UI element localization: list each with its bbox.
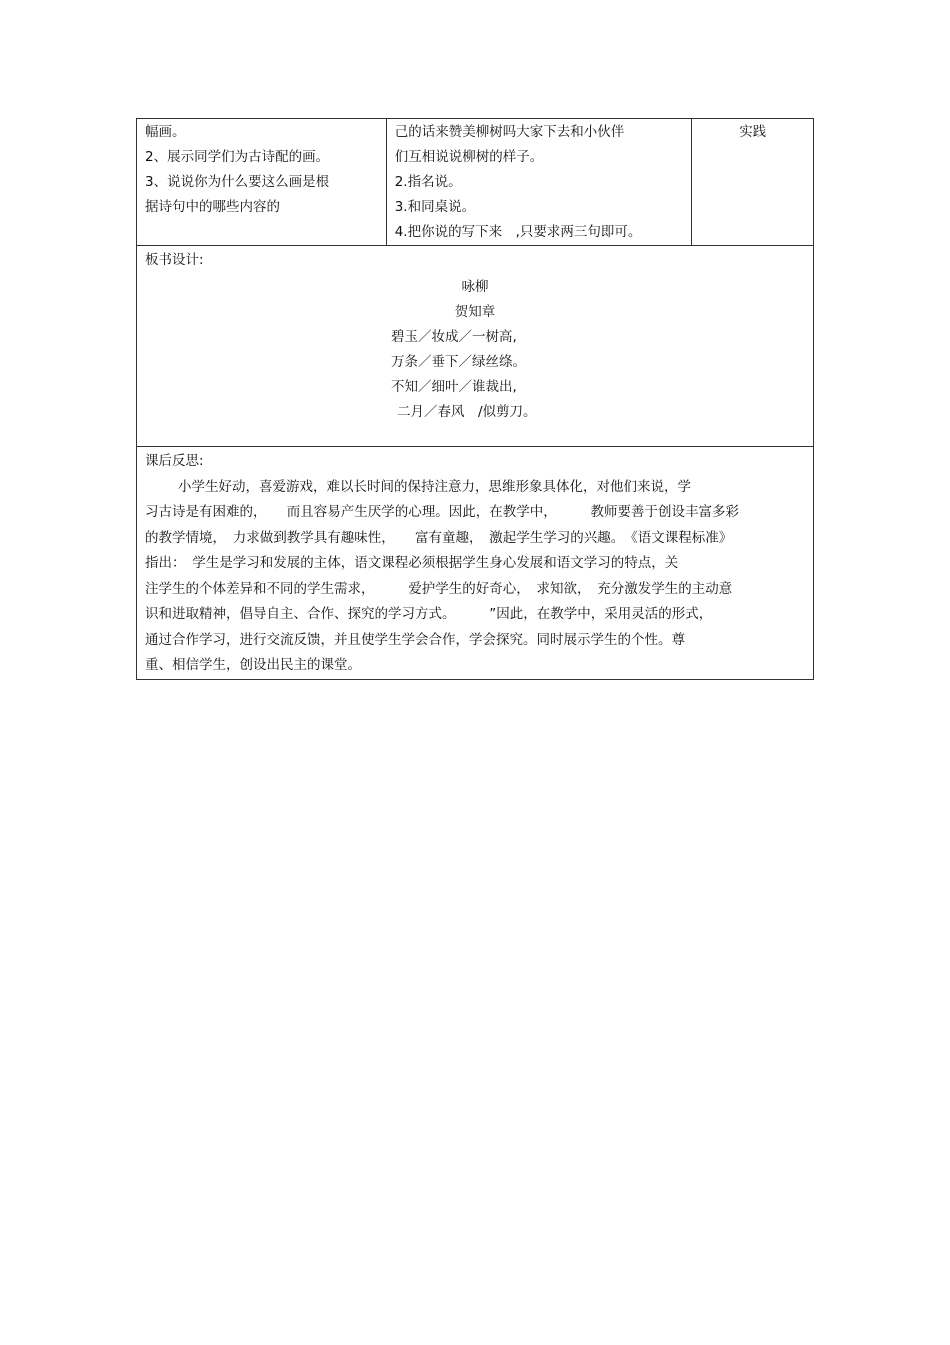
student-line: 4.把你说的写下来 ,只要求两三句即可。 (394, 224, 642, 240)
student-activity-cell (386, 119, 692, 246)
board-design-cell (137, 246, 814, 447)
reflection-line: 识和进取精神，倡导自主、合作、探究的学习方式。 ”因此，在教学中，采用灵活的形式， (145, 606, 713, 622)
reflection-line: 习古诗是有困难的， 而且容易产生厌学的心理。因此，在教学中， 教师要善于创设丰富多彩 (145, 504, 739, 520)
teacher-line: 3、说说你为什么要这么画是根 (145, 174, 330, 190)
poem-author: 贺知章 (454, 304, 496, 320)
reflection-label: 课后反思: (145, 453, 204, 469)
board-design-label: 板书设计: (145, 252, 204, 268)
lesson-plan-sheet (136, 118, 814, 680)
reflection-row (137, 447, 814, 680)
student-line: 们互相说说柳树的样子。 (394, 149, 544, 165)
reflection-line: 注学生的个体差异和不同的学生需求， 爱护学生的好奇心， 求知欲， 充分激发学生的主动意 (145, 580, 733, 597)
reflection-line: 指出： 学生是学习和发展的主体，语文课程必须根据学生身心发展和语文学习的特点，关 (145, 555, 679, 571)
poem-line: 不知／细叶／谁裁出, (391, 379, 517, 395)
teacher-line: 幅画。 (145, 124, 186, 140)
reflection-line: 通过合作学习，进行交流反馈，并且使学生学会合作，学会探究。同时展示学生的个性。尊 (145, 631, 685, 648)
student-line: 己的话来赞美柳树吗大家下去和小伙伴 (394, 124, 625, 140)
lesson-plan-table (136, 118, 814, 680)
poem-line: 万条／垂下／绿丝绦。 (391, 354, 526, 370)
student-line: 3.和同桌说。 (394, 199, 476, 215)
intent-cell (692, 119, 814, 246)
reflection-line: 的教学情境， 力求做到教学具有趣味性， 富有童趣， 激起学生学习的兴趣。 《语文课程标准》 (145, 529, 733, 546)
intent-text: 实践 (739, 124, 767, 140)
activity-row (137, 119, 814, 246)
student-line: 2.指名说。 (394, 174, 462, 190)
reflection-line: 小学生好动，喜爱游戏，难以长时间的保持注意力，思维形象具体化，对他们来说，学 (178, 478, 691, 495)
poem-line: 二月／春风 /似剪刀。 (397, 404, 537, 420)
reflection-line: 重、相信学生，创设出民主的课堂。 (145, 657, 361, 673)
poem-title: 咏柳 (461, 279, 489, 295)
teacher-line: 2、展示同学们为古诗配的画。 (145, 149, 330, 165)
board-design-row (137, 246, 814, 447)
reflection-cell (137, 447, 814, 680)
poem-line: 碧玉／妆成／一树高, (391, 329, 517, 345)
teacher-activity-cell (137, 119, 387, 246)
teacher-line: 据诗句中的哪些内容的 (145, 199, 280, 215)
